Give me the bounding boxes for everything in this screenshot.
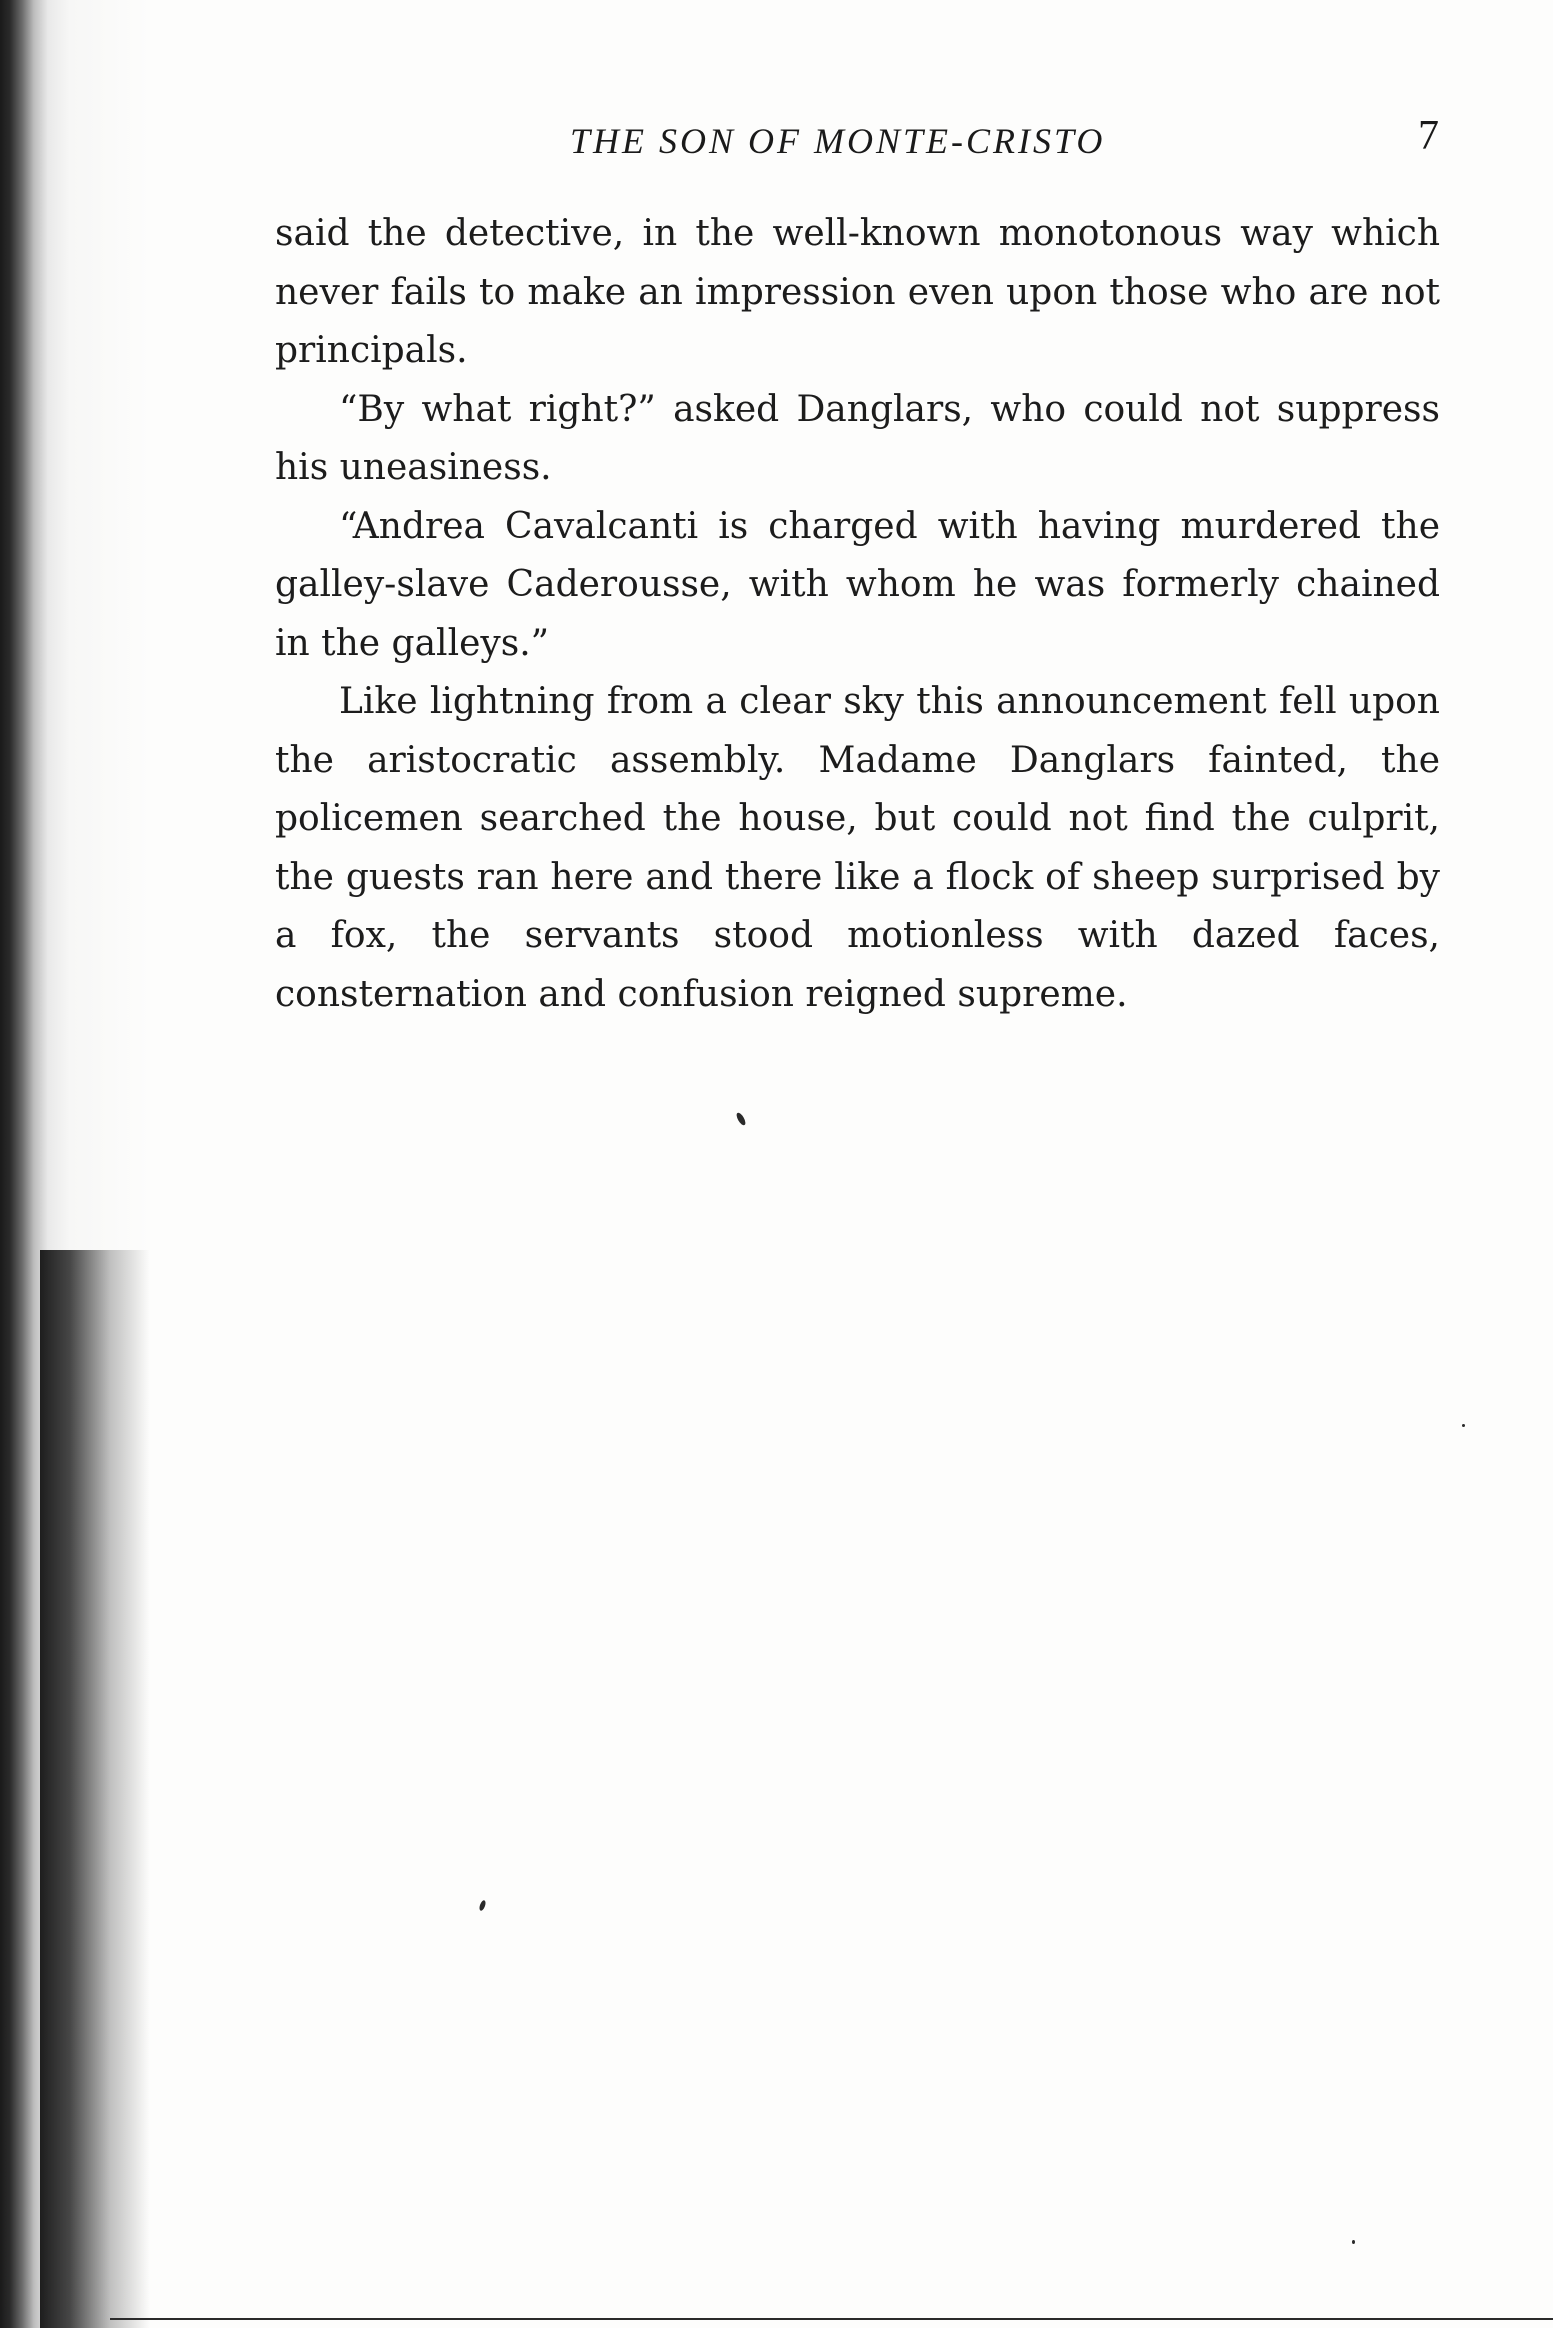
paragraph-1: said the detective, in the well-known monotonous way which never fails to make an impression even upon those who are not principals. [275,213,1440,371]
paragraph-3: “Andrea Cavalcanti is charged with having murdered the galley-slave Caderousse, with whom he was formerly chained in the galleys.” [275,505,1440,664]
scan-speck [735,1111,747,1126]
binding-shadow-lower [40,1250,150,2328]
paragraph-2: “By what right?” asked Danglars, who could not suppress his uneasiness. [275,388,1440,488]
running-title: THE SON OF MONTE-CRISTO [570,121,1106,161]
scan-speck [1352,2240,1355,2244]
scan-speck [1462,1424,1465,1427]
page-number: 7 [1418,113,1439,159]
paragraph-4: Like lightning from a clear sky this announcement fell upon the aristocratic assembly. Madame Danglars fainted, the policemen searched the house, but could not find the culprit, the guests ran here and there like a flock of sheep surprised by a fox, the servants stood motionless with dazed faces, consternation and confusion reigned supreme. [275,681,1440,1015]
page-header [0,110,1553,170]
bottom-rule [110,2318,1553,2320]
body-text [275,205,1440,1024]
scan-speck [478,1899,486,1911]
